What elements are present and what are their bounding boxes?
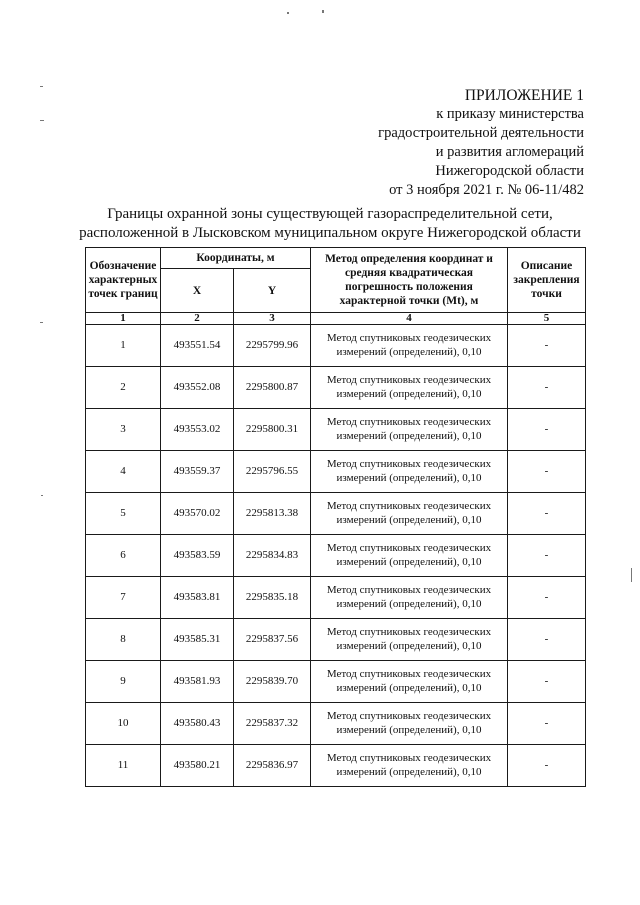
cell-description: -	[508, 661, 586, 703]
cell-point-number: 1	[86, 325, 161, 367]
cell-x: 493559.37	[161, 451, 234, 493]
header-coordinates: Координаты, м	[161, 248, 311, 269]
cell-y: 2295837.56	[234, 619, 311, 661]
appendix-line: Нижегородской области	[435, 163, 584, 179]
cell-description: -	[508, 745, 586, 787]
cell-x: 493570.02	[161, 493, 234, 535]
cell-description: -	[508, 493, 586, 535]
document-title	[70, 205, 590, 243]
cell-point-number: 2	[86, 367, 161, 409]
table-row	[86, 409, 586, 451]
cell-y: 2295796.55	[234, 451, 311, 493]
cell-method: Метод спутниковых геодезических измерений (определений), 0,10	[311, 661, 508, 703]
appendix-block	[378, 86, 584, 200]
cell-x: 493581.93	[161, 661, 234, 703]
table-row	[86, 451, 586, 493]
header-method: Метод определения координат и средняя квадратическая погрешность положения характерной точки (Mt), м	[311, 248, 508, 313]
cell-point-number: 5	[86, 493, 161, 535]
cell-point-number: 9	[86, 661, 161, 703]
table-row	[86, 661, 586, 703]
header-description: Описание закрепления точки	[508, 248, 586, 313]
cell-y: 2295813.38	[234, 493, 311, 535]
cell-x: 493553.02	[161, 409, 234, 451]
cell-method: Метод спутниковых геодезических измерений (определений), 0,10	[311, 367, 508, 409]
cell-y: 2295836.97	[234, 745, 311, 787]
cell-description: -	[508, 577, 586, 619]
appendix-line: к приказу министерства	[436, 106, 584, 122]
scan-mark	[631, 568, 632, 582]
scan-mark	[287, 12, 289, 14]
col-number: 4	[311, 313, 508, 325]
cell-y: 2295835.18	[234, 577, 311, 619]
cell-method: Метод спутниковых геодезических измерений (определений), 0,10	[311, 745, 508, 787]
cell-description: -	[508, 703, 586, 745]
cell-point-number: 11	[86, 745, 161, 787]
cell-point-number: 4	[86, 451, 161, 493]
cell-description: -	[508, 535, 586, 577]
header-y: Y	[234, 269, 311, 313]
cell-method: Метод спутниковых геодезических измерений (определений), 0,10	[311, 619, 508, 661]
appendix-heading: ПРИЛОЖЕНИЕ 1	[464, 87, 584, 104]
cell-x: 493580.21	[161, 745, 234, 787]
title-line-1: Границы охранной зоны существующей газораспределительной сети,	[107, 206, 553, 222]
table-row	[86, 367, 586, 409]
cell-x: 493580.43	[161, 703, 234, 745]
cell-point-number: 7	[86, 577, 161, 619]
table-row	[86, 703, 586, 745]
cell-y: 2295834.83	[234, 535, 311, 577]
cell-description: -	[508, 409, 586, 451]
cell-description: -	[508, 325, 586, 367]
col-number: 5	[508, 313, 586, 325]
scan-mark	[40, 322, 43, 323]
cell-description: -	[508, 367, 586, 409]
cell-method: Метод спутниковых геодезических измерений (определений), 0,10	[311, 493, 508, 535]
appendix-date-number: от 3 ноября 2021 г. № 06-11/482	[389, 182, 584, 198]
cell-x: 493583.59	[161, 535, 234, 577]
table-row	[86, 577, 586, 619]
header-x: X	[161, 269, 234, 313]
cell-method: Метод спутниковых геодезических измерений (определений), 0,10	[311, 577, 508, 619]
cell-y: 2295800.31	[234, 409, 311, 451]
cell-x: 493585.31	[161, 619, 234, 661]
table-row	[86, 619, 586, 661]
table-body	[86, 325, 586, 787]
col-number: 3	[234, 313, 311, 325]
cell-x: 493583.81	[161, 577, 234, 619]
table-row	[86, 325, 586, 367]
cell-point-number: 10	[86, 703, 161, 745]
cell-point-number: 8	[86, 619, 161, 661]
cell-y: 2295837.32	[234, 703, 311, 745]
scan-mark	[41, 495, 43, 496]
cell-method: Метод спутниковых геодезических измерений (определений), 0,10	[311, 409, 508, 451]
cell-method: Метод спутниковых геодезических измерений (определений), 0,10	[311, 703, 508, 745]
cell-description: -	[508, 451, 586, 493]
appendix-line: градостроительной деятельности	[378, 125, 584, 141]
cell-x: 493551.54	[161, 325, 234, 367]
cell-point-number: 6	[86, 535, 161, 577]
title-line-2: расположенной в Лысковском муниципальном округе Нижегородской области	[79, 225, 581, 241]
cell-method: Метод спутниковых геодезических измерений (определений), 0,10	[311, 325, 508, 367]
cell-description: -	[508, 619, 586, 661]
cell-point-number: 3	[86, 409, 161, 451]
cell-method: Метод спутниковых геодезических измерений (определений), 0,10	[311, 535, 508, 577]
appendix-line: и развития агломераций	[435, 144, 584, 160]
scan-mark	[322, 10, 324, 13]
cell-y: 2295800.87	[234, 367, 311, 409]
cell-y: 2295839.70	[234, 661, 311, 703]
table-row	[86, 745, 586, 787]
table-row	[86, 493, 586, 535]
cell-x: 493552.08	[161, 367, 234, 409]
cell-method: Метод спутниковых геодезических измерений (определений), 0,10	[311, 451, 508, 493]
header-point: Обозначение характерных точек границ	[86, 248, 161, 313]
table-row	[86, 535, 586, 577]
scan-mark	[40, 86, 43, 87]
coordinates-table	[85, 247, 586, 787]
cell-y: 2295799.96	[234, 325, 311, 367]
col-number: 2	[161, 313, 234, 325]
col-number: 1	[86, 313, 161, 325]
scan-mark	[40, 120, 44, 121]
